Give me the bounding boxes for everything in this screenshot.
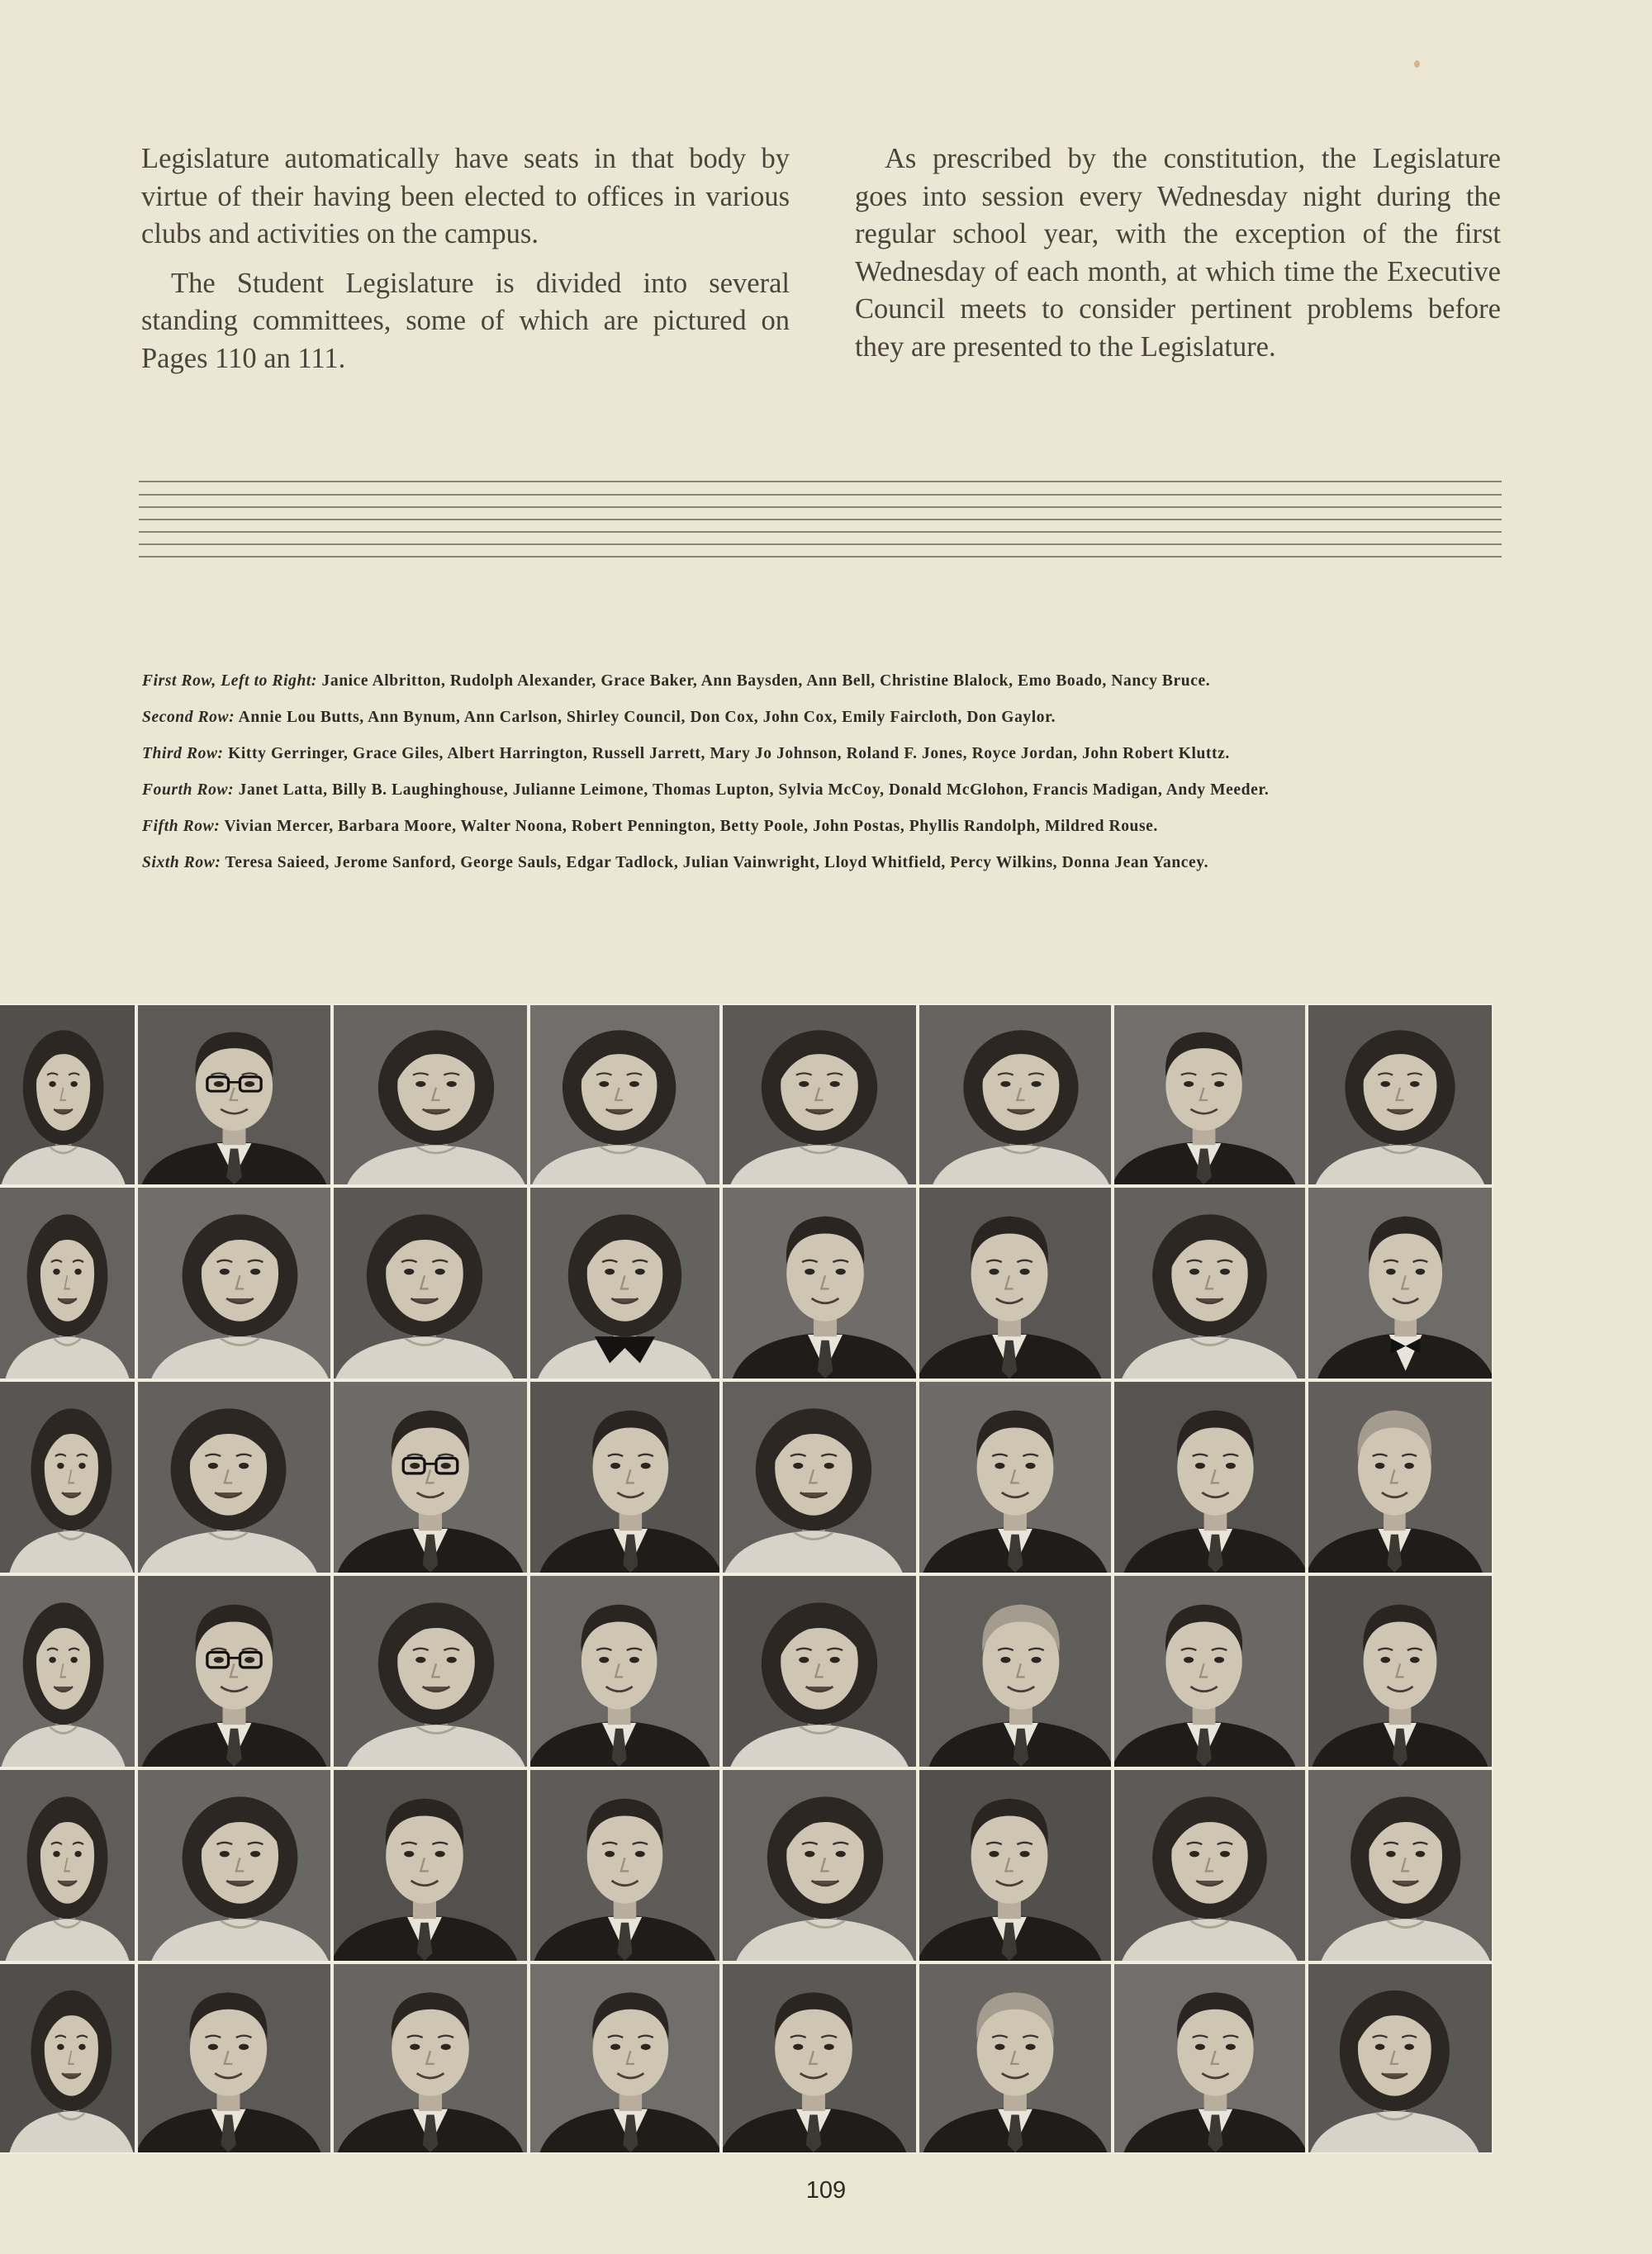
caption-row-label: Third Row: xyxy=(142,745,224,762)
portrait-photo-image xyxy=(723,1188,916,1378)
portrait-photo-image xyxy=(1308,1576,1492,1767)
portrait-photo xyxy=(919,1770,1111,1961)
portrait-photo-image xyxy=(334,1005,527,1184)
portrait-photo xyxy=(723,1005,916,1184)
portrait-photo-image xyxy=(919,1964,1111,2152)
caption-row-4 xyxy=(142,780,1503,801)
portrait-photo xyxy=(1114,1005,1305,1184)
portrait-photo xyxy=(723,1382,916,1573)
portrait-photo xyxy=(1114,1964,1305,2152)
portrait-photo xyxy=(723,1576,916,1767)
caption-row-6 xyxy=(142,852,1503,874)
portrait-photo-image xyxy=(1308,1005,1492,1184)
portrait-photo xyxy=(530,1005,719,1184)
portrait-photo xyxy=(0,1576,135,1767)
portrait-photo xyxy=(0,1964,135,2152)
portrait-photo-image xyxy=(530,1576,719,1767)
portrait-photo xyxy=(723,1188,916,1378)
portrait-photo-image xyxy=(0,1188,135,1378)
left-paragraph-2: The Student Legislature is divided into several standing committees, some of which are pictured on Pages 110 an 111. xyxy=(141,267,790,374)
portrait-photo xyxy=(530,1964,719,2152)
portrait-photo-image xyxy=(919,1382,1111,1573)
portrait-photo-image xyxy=(530,1382,719,1573)
right-paragraph-1: As prescribed by the constitution, the Legislature goes into session every Wednesday night during the regular school year, with the exception of the first Wednesday of each month, at which time the Executive Council meets to consider pertinent problems before they are presented to the Legislature. xyxy=(855,143,1501,363)
portrait-photo xyxy=(1114,1188,1305,1378)
portrait-photo xyxy=(530,1382,719,1573)
portrait-photo xyxy=(919,1576,1111,1767)
portrait-photo xyxy=(919,1005,1111,1184)
caption-row-label: Second Row: xyxy=(142,709,235,726)
portrait-photo xyxy=(334,1382,527,1573)
portrait-photo xyxy=(334,1005,527,1184)
portrait-photo xyxy=(138,1770,330,1961)
portrait-photo-image xyxy=(138,1576,330,1767)
portrait-grid xyxy=(0,1004,1493,2154)
portrait-photo-image xyxy=(334,1188,527,1378)
portrait-photo xyxy=(334,1964,527,2152)
caption-row-label: Fourth Row: xyxy=(142,781,235,799)
portrait-photo-image xyxy=(138,1382,330,1573)
portrait-photo xyxy=(919,1382,1111,1573)
portrait-photo xyxy=(334,1576,527,1767)
portrait-photo-image xyxy=(1114,1188,1305,1378)
portrait-photo-image xyxy=(530,1770,719,1961)
page-number: 109 xyxy=(805,2177,847,2204)
portrait-photo-image xyxy=(1114,1382,1305,1573)
caption-row-names: Annie Lou Butts, Ann Bynum, Ann Carlson, Shirley Council, Don Cox, John Cox, Emily Faircloth, Don Gaylor. xyxy=(238,709,1056,726)
caption-row-2 xyxy=(142,707,1503,728)
portrait-photo-image xyxy=(919,1770,1111,1961)
caption-row-names: Vivian Mercer, Barbara Moore, Walter Noona, Robert Pennington, Betty Poole, John Postas, Phyllis Randolph, Mildred Rouse. xyxy=(224,818,1158,835)
portrait-photo-image xyxy=(723,1576,916,1767)
portrait-photo-image xyxy=(530,1188,719,1378)
caption-row-names: Kitty Gerringer, Grace Giles, Albert Harrington, Russell Jarrett, Mary Jo Johnson, Roland F. Jones, Royce Jordan, John Robert Kluttz. xyxy=(228,745,1230,762)
portrait-photo-image xyxy=(1114,1964,1305,2152)
portrait-photo-image xyxy=(723,1005,916,1184)
portrait-photo xyxy=(334,1770,527,1961)
portrait-photo xyxy=(1308,1964,1492,2152)
portrait-photo-image xyxy=(334,1964,527,2152)
portrait-photo-image xyxy=(1114,1576,1305,1767)
photo-caption xyxy=(142,671,1503,889)
portrait-photo-image xyxy=(138,1964,330,2152)
portrait-photo-image xyxy=(919,1576,1111,1767)
portrait-photo xyxy=(1114,1770,1305,1961)
portrait-photo-image xyxy=(0,1770,135,1961)
portrait-photo-image xyxy=(334,1382,527,1573)
portrait-photo-image xyxy=(1308,1964,1492,2152)
portrait-photo xyxy=(138,1382,330,1573)
portrait-photo-image xyxy=(0,1964,135,2152)
portrait-photo xyxy=(138,1188,330,1378)
portrait-photo xyxy=(530,1770,719,1961)
rule-line xyxy=(139,531,1502,533)
portrait-photo-image xyxy=(138,1005,330,1184)
caption-row-label: Fifth Row: xyxy=(142,818,221,835)
caption-row-names: Janet Latta, Billy B. Laughinghouse, Julianne Leimone, Thomas Lupton, Sylvia McCoy, Donald McGlohon, Francis Madigan, Andy Meeder. xyxy=(238,781,1270,799)
portrait-photo xyxy=(919,1188,1111,1378)
portrait-photo xyxy=(334,1188,527,1378)
portrait-photo-image xyxy=(138,1188,330,1378)
caption-row-1 xyxy=(142,671,1503,692)
caption-row-5 xyxy=(142,816,1503,838)
portrait-photo xyxy=(138,1005,330,1184)
portrait-photo xyxy=(1308,1382,1492,1573)
portrait-photo-image xyxy=(723,1382,916,1573)
portrait-photo-image xyxy=(919,1188,1111,1378)
paper-speck xyxy=(1414,60,1420,68)
portrait-photo xyxy=(530,1576,719,1767)
rule-line xyxy=(139,519,1502,520)
portrait-photo-image xyxy=(919,1005,1111,1184)
portrait-photo xyxy=(0,1005,135,1184)
caption-row-label: Sixth Row: xyxy=(142,854,221,871)
portrait-photo xyxy=(1308,1576,1492,1767)
portrait-photo-image xyxy=(0,1576,135,1767)
portrait-photo-image xyxy=(1308,1382,1492,1573)
rule-line xyxy=(139,543,1502,545)
portrait-photo xyxy=(1308,1188,1492,1378)
portrait-photo-image xyxy=(334,1576,527,1767)
portrait-photo-image xyxy=(723,1964,916,2152)
caption-row-names: Teresa Saieed, Jerome Sanford, George Sauls, Edgar Tadlock, Julian Vainwright, Lloyd Whitfield, Percy Wilkins, Donna Jean Yancey. xyxy=(225,854,1209,871)
portrait-photo xyxy=(138,1576,330,1767)
portrait-photo-image xyxy=(334,1770,527,1961)
rule-line xyxy=(139,506,1502,508)
decorative-rules xyxy=(139,481,1502,565)
portrait-photo-image xyxy=(0,1005,135,1184)
rule-line xyxy=(139,494,1502,496)
portrait-photo-image xyxy=(530,1964,719,2152)
portrait-photo xyxy=(1114,1576,1305,1767)
portrait-photo-image xyxy=(1114,1005,1305,1184)
rule-line xyxy=(139,481,1502,482)
portrait-photo-image xyxy=(530,1005,719,1184)
portrait-photo-image xyxy=(1308,1188,1492,1378)
portrait-photo xyxy=(1308,1005,1492,1184)
portrait-photo xyxy=(0,1188,135,1378)
portrait-photo-image xyxy=(723,1770,916,1961)
portrait-photo xyxy=(0,1382,135,1573)
portrait-photo-image xyxy=(1114,1770,1305,1961)
right-text-column xyxy=(855,140,1501,377)
portrait-photo xyxy=(530,1188,719,1378)
portrait-photo xyxy=(138,1964,330,2152)
portrait-photo xyxy=(1114,1382,1305,1573)
left-paragraph-1: Legislature automatically have seats in that body by virtue of their having been elected to offices in various clubs and activities on the campus. xyxy=(141,143,790,249)
portrait-photo xyxy=(1308,1770,1492,1961)
portrait-photo-image xyxy=(1308,1770,1492,1961)
portrait-photo xyxy=(0,1770,135,1961)
portrait-photo xyxy=(919,1964,1111,2152)
caption-row-names: Janice Albritton, Rudolph Alexander, Grace Baker, Ann Baysden, Ann Bell, Christine Blalock, Emo Boado, Nancy Bruce. xyxy=(321,672,1211,690)
rule-line xyxy=(139,556,1502,558)
portrait-photo-image xyxy=(0,1382,135,1573)
portrait-photo xyxy=(723,1964,916,2152)
portrait-photo xyxy=(723,1770,916,1961)
caption-row-3 xyxy=(142,743,1503,765)
left-text-column xyxy=(141,140,790,389)
portrait-photo-image xyxy=(138,1770,330,1961)
caption-row-label: First Row, Left to Right: xyxy=(142,672,318,690)
